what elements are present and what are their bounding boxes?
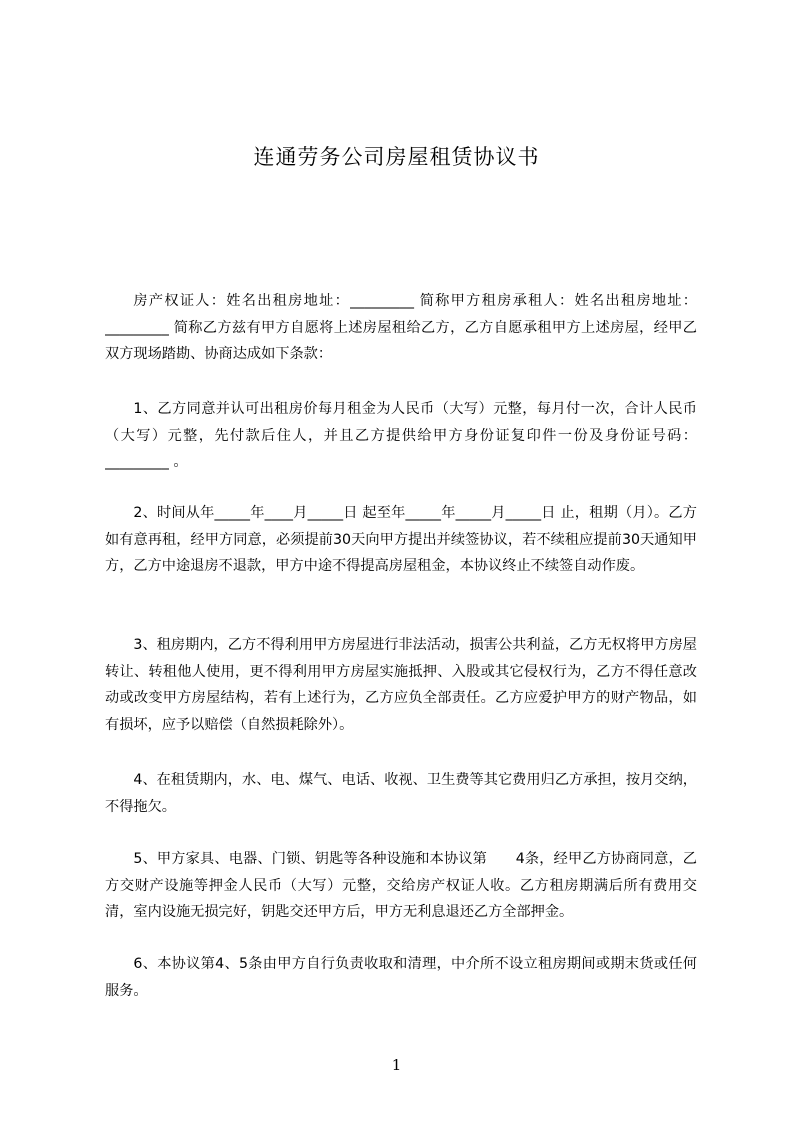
paragraph-clause-4: 4、在租赁期内，水、电、煤气、电话、收视、卫生费等其它费用归乙方承担，按月交纳，不得拖欠。	[105, 772, 697, 815]
document-title: 连通劳务公司房屋租赁协议书	[253, 145, 540, 169]
paragraph-intro: 房产权证人：姓名出租房地址：_________ 简称甲方租房承租人：姓名出租房地址：_________ 简称乙方兹有甲方自愿将上述房屋租给乙方，乙方自愿承租甲方上述房屋，经甲乙双方现场踏勘、协商达成如下条款：	[105, 293, 697, 362]
paragraph-clause-5: 5、甲方家具、电器、门锁、钥匙等各种设施和本协议第 4条，经甲乙方协商同意，乙方交财产设施等押金人民币（大写）元整，交给房产权证人收。乙方租房期满后所有费用交清，室内设施无损完好，钥匙交还甲方后，甲方无利息退还乙方全部押金。	[105, 851, 697, 920]
paragraph-clause-6: 6、本协议第4、5条由甲方自行负责收取和清理，中介所不设立租房期间或期末货或任何服务。	[105, 956, 697, 999]
paragraph-clause-1: 1、乙方同意并认可出租房价每月租金为人民币（大写）元整，每月付一次，合计人民币（大写）元整，先付款后住人，并且乙方提供给甲方身份证复印件一份及身份证号码：_________ 。	[105, 401, 697, 470]
paragraph-clause-3: 3、租房期内，乙方不得利用甲方房屋进行非法活动，损害公共利益，乙方无权将甲方房屋转让、转租他人使用，更不得利用甲方房屋实施抵押、入股或其它侵权行为，乙方不得任意改动或改变甲方房屋结构，若有上述行为，乙方应负全部责任。乙方应爱护甲方的财产物品，如有损坏，应予以赔偿（自然损耗除外）。	[105, 637, 697, 733]
page-number: 1	[391, 1056, 402, 1074]
paragraph-clause-2: 2、时间从年_____年____月_____日 起至年_____年_____月_____日 止，租期（月）。乙方如有意再租，经甲方同意，必须提前30天向甲方提出并续签协议，若不续租应提前30天通知甲方，乙方中途退房不退款，甲方中途不得提高房屋租金，本协议终止不续签自动作废。	[105, 505, 697, 574]
